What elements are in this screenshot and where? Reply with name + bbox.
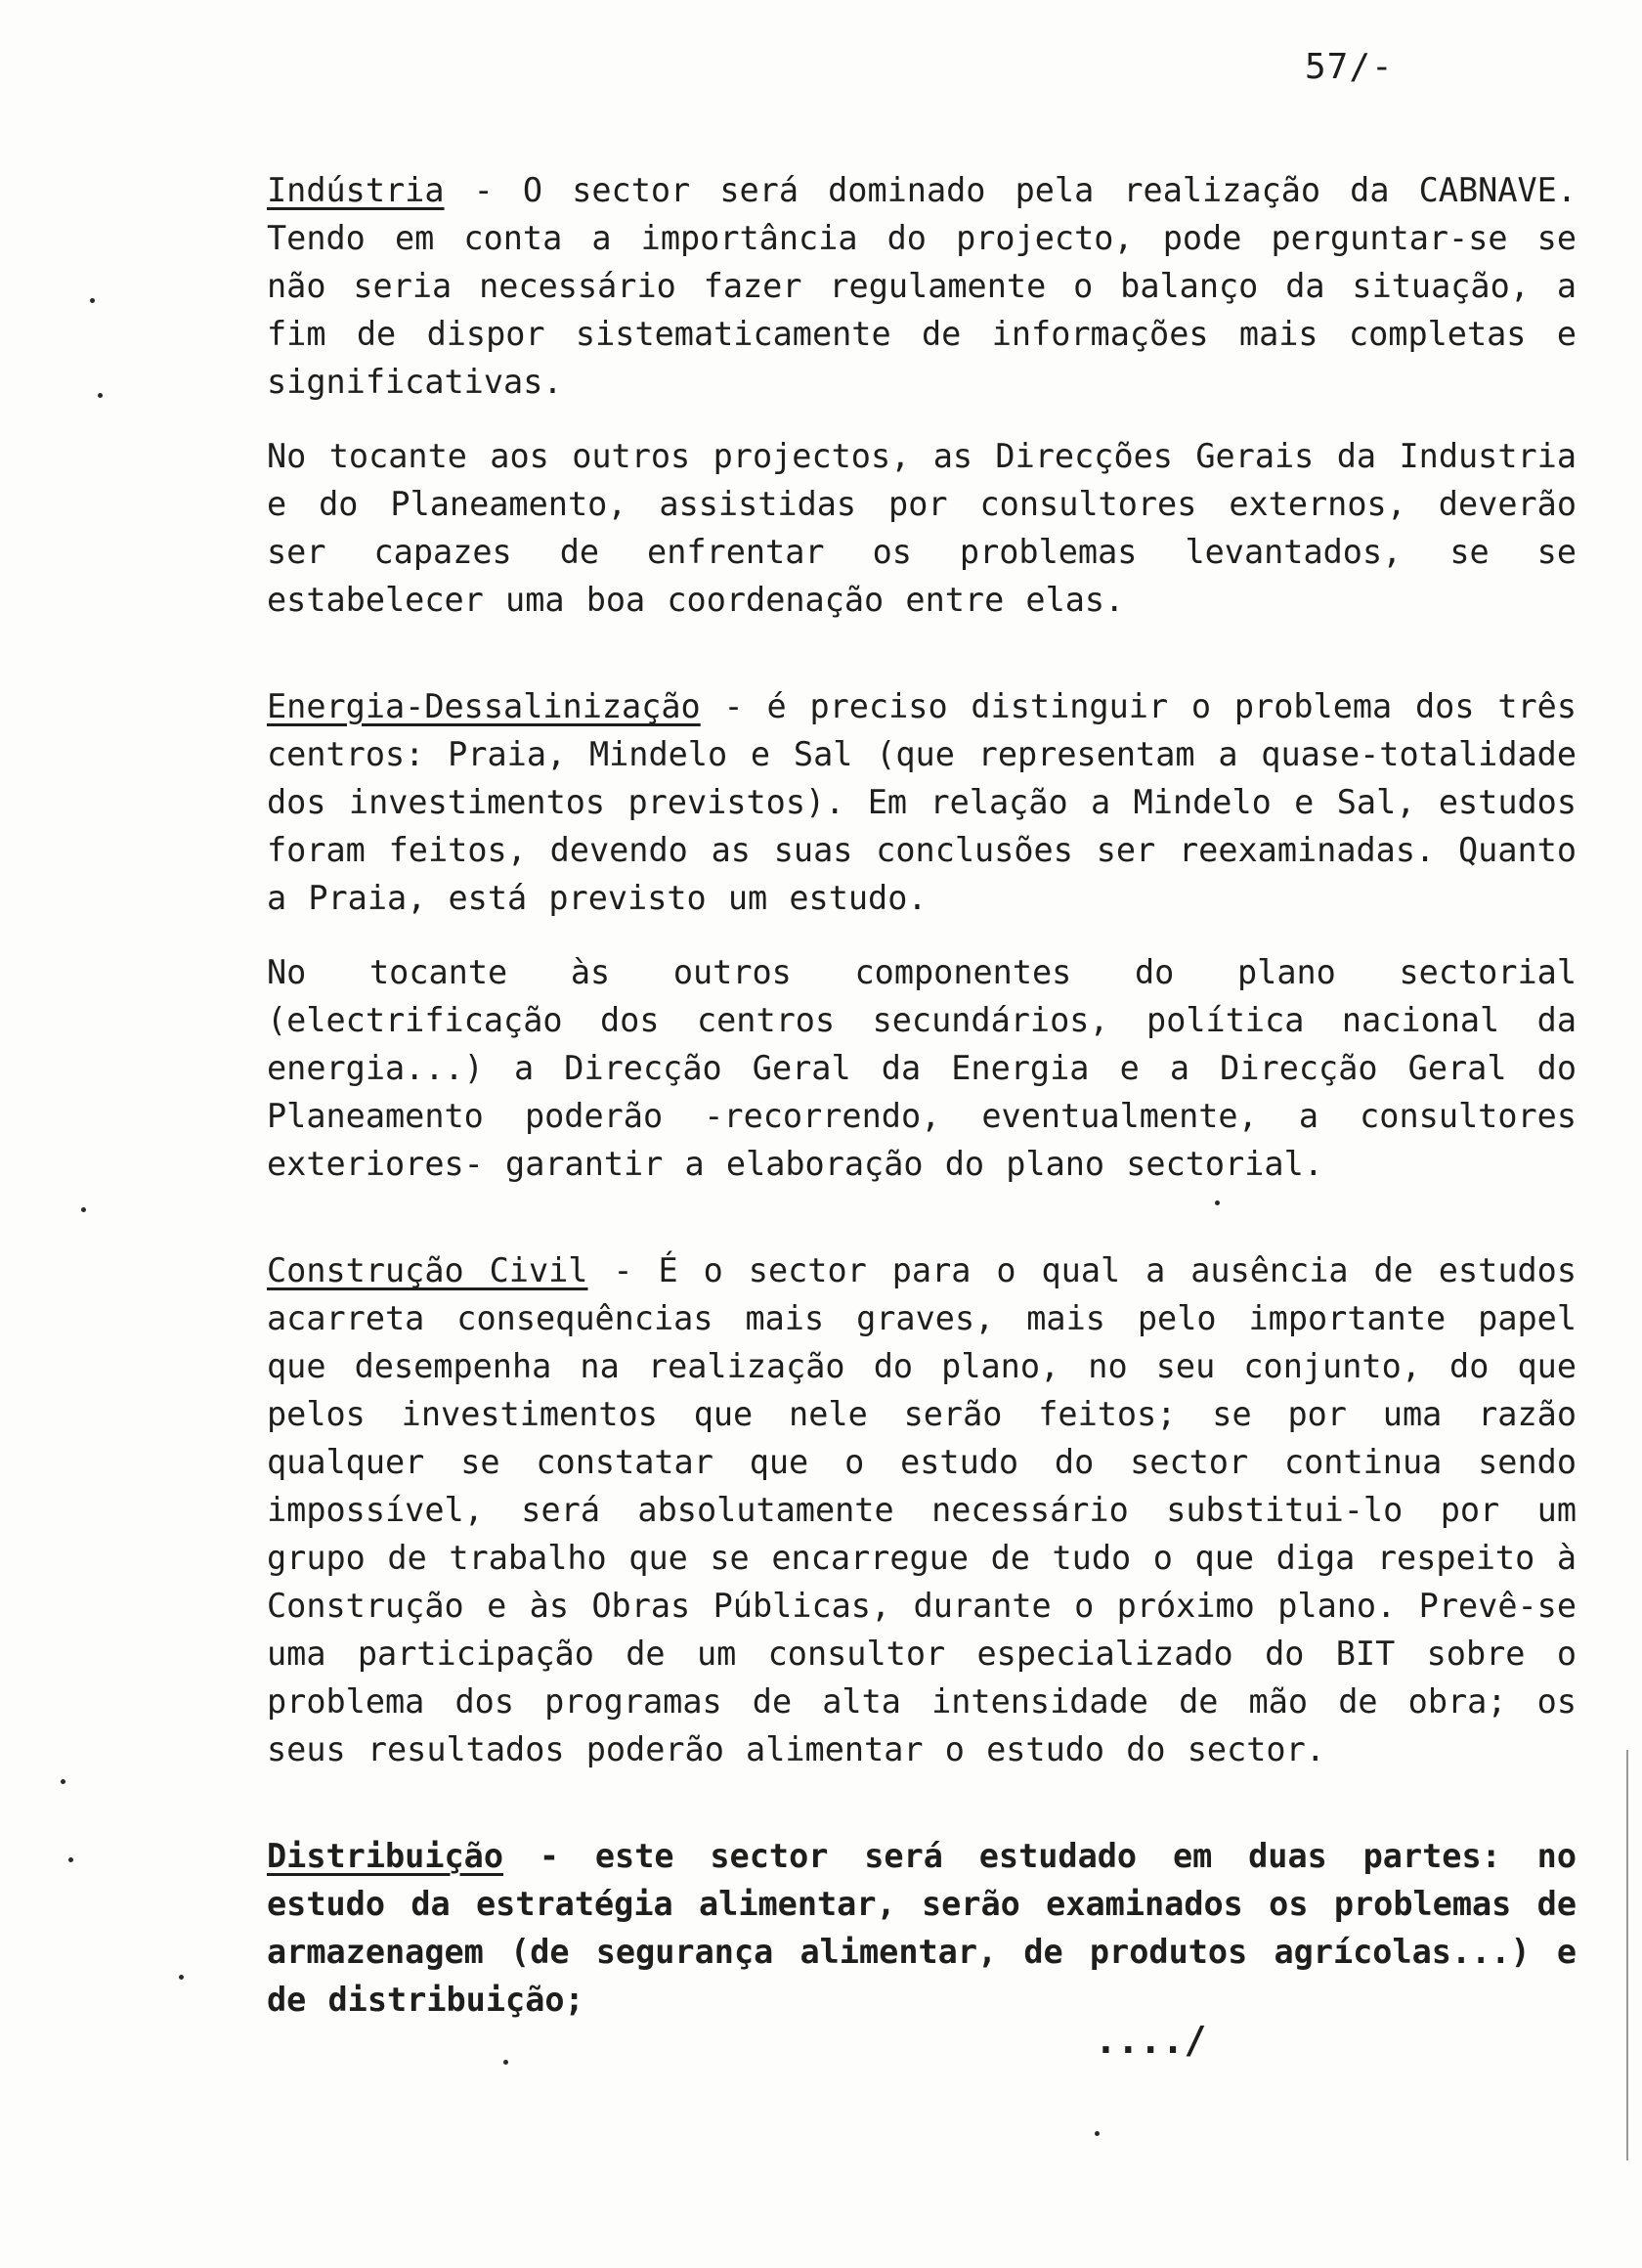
energia-paragraph-2: No tocante às outros componentes do plano sectorial (electrificação dos centros secundários, política nacional da energia...) a Direcção Geral da Energia e a Direcção Geral do Planeamento poderão -recorrendo, eventualmente, a consultores exteriores- garantir a elaboração do plano sectorial.	[267, 953, 1577, 1183]
industria-paragraph	[267, 166, 1577, 406]
scan-speck	[1095, 2131, 1100, 2136]
distribuicao-paragraph	[267, 1832, 1577, 2024]
scan-speck	[90, 298, 95, 303]
industria-text: - O sector será dominado pela realização da CABNAVE. Tendo em conta a importância do projecto, pode perguntar-se se não seria necessário fazer regulamente o balanço da situação, a fim de dispor sistematicamente de informações mais completas e significativas.	[267, 171, 1577, 401]
scan-speck	[179, 1975, 184, 1980]
construcao-paragraph	[267, 1246, 1577, 1773]
document-body	[267, 166, 1577, 2024]
distribuicao-text: - este sector será estudado em duas partes: no estudo da estratégia alimentar, serão examinados os problemas de armazenagem (de segurança alimentar, de produtos agrícolas...) e de distribuição;	[267, 1837, 1577, 2019]
industria-heading: Indústria	[267, 171, 445, 209]
scan-speck	[81, 1207, 86, 1212]
energia-heading: Energia-Dessalinização	[267, 687, 701, 725]
scan-speck	[98, 393, 103, 398]
distribuicao-heading: Distribuição	[267, 1837, 504, 1875]
energia-paragraph	[267, 682, 1577, 922]
scan-speck	[68, 1857, 73, 1862]
scan-speck	[503, 2060, 508, 2065]
scan-speck	[1215, 1200, 1220, 1205]
construcao-heading: Construção Civil	[267, 1251, 588, 1289]
scan-speck	[61, 1779, 65, 1784]
continuation-mark: ..../	[1095, 2019, 1207, 2062]
distribuicao-section	[267, 1832, 1577, 2024]
energia-text: - é preciso distinguir o problema dos três centros: Praia, Mindelo e Sal (que representam a quase-totalidade dos investimentos previstos). Em relação a Mindelo e Sal, estudos foram feitos, devendo as suas conclusões ser reexaminadas. Quanto a Praia, está previsto um estudo.	[267, 687, 1577, 917]
page-number: 57/-	[1305, 47, 1394, 87]
construcao-text: - É o sector para o qual a ausência de estudos acarreta consequências mais graves, mais pelo importante papel que desempenha na realização do plano, no seu conjunto, do que pelos investimentos que nele serão feitos; se por uma razão qualquer se constatar que o estudo do sector continua sendo impossível, será absolutamente necessário substitui-lo por um grupo de trabalho que se encarregue de tudo o que diga respeito à Construção e às Obras Públicas, durante o próximo plano. Prevê-se uma participação de um consultor especializado do BIT sobre o problema dos programas de alta intensidade de mão de obra; os seus resultados poderão alimentar o estudo do sector.	[267, 1251, 1577, 1768]
scan-edge-line	[1626, 1750, 1628, 2160]
industria-paragraph-2: No tocante aos outros projectos, as Direcções Gerais da Industria e do Planeamento, assistidas por consultores externos, deverão ser capazes de enfrentar os problemas levantados, se se estabelecer uma boa coordenação entre elas.	[267, 437, 1577, 619]
